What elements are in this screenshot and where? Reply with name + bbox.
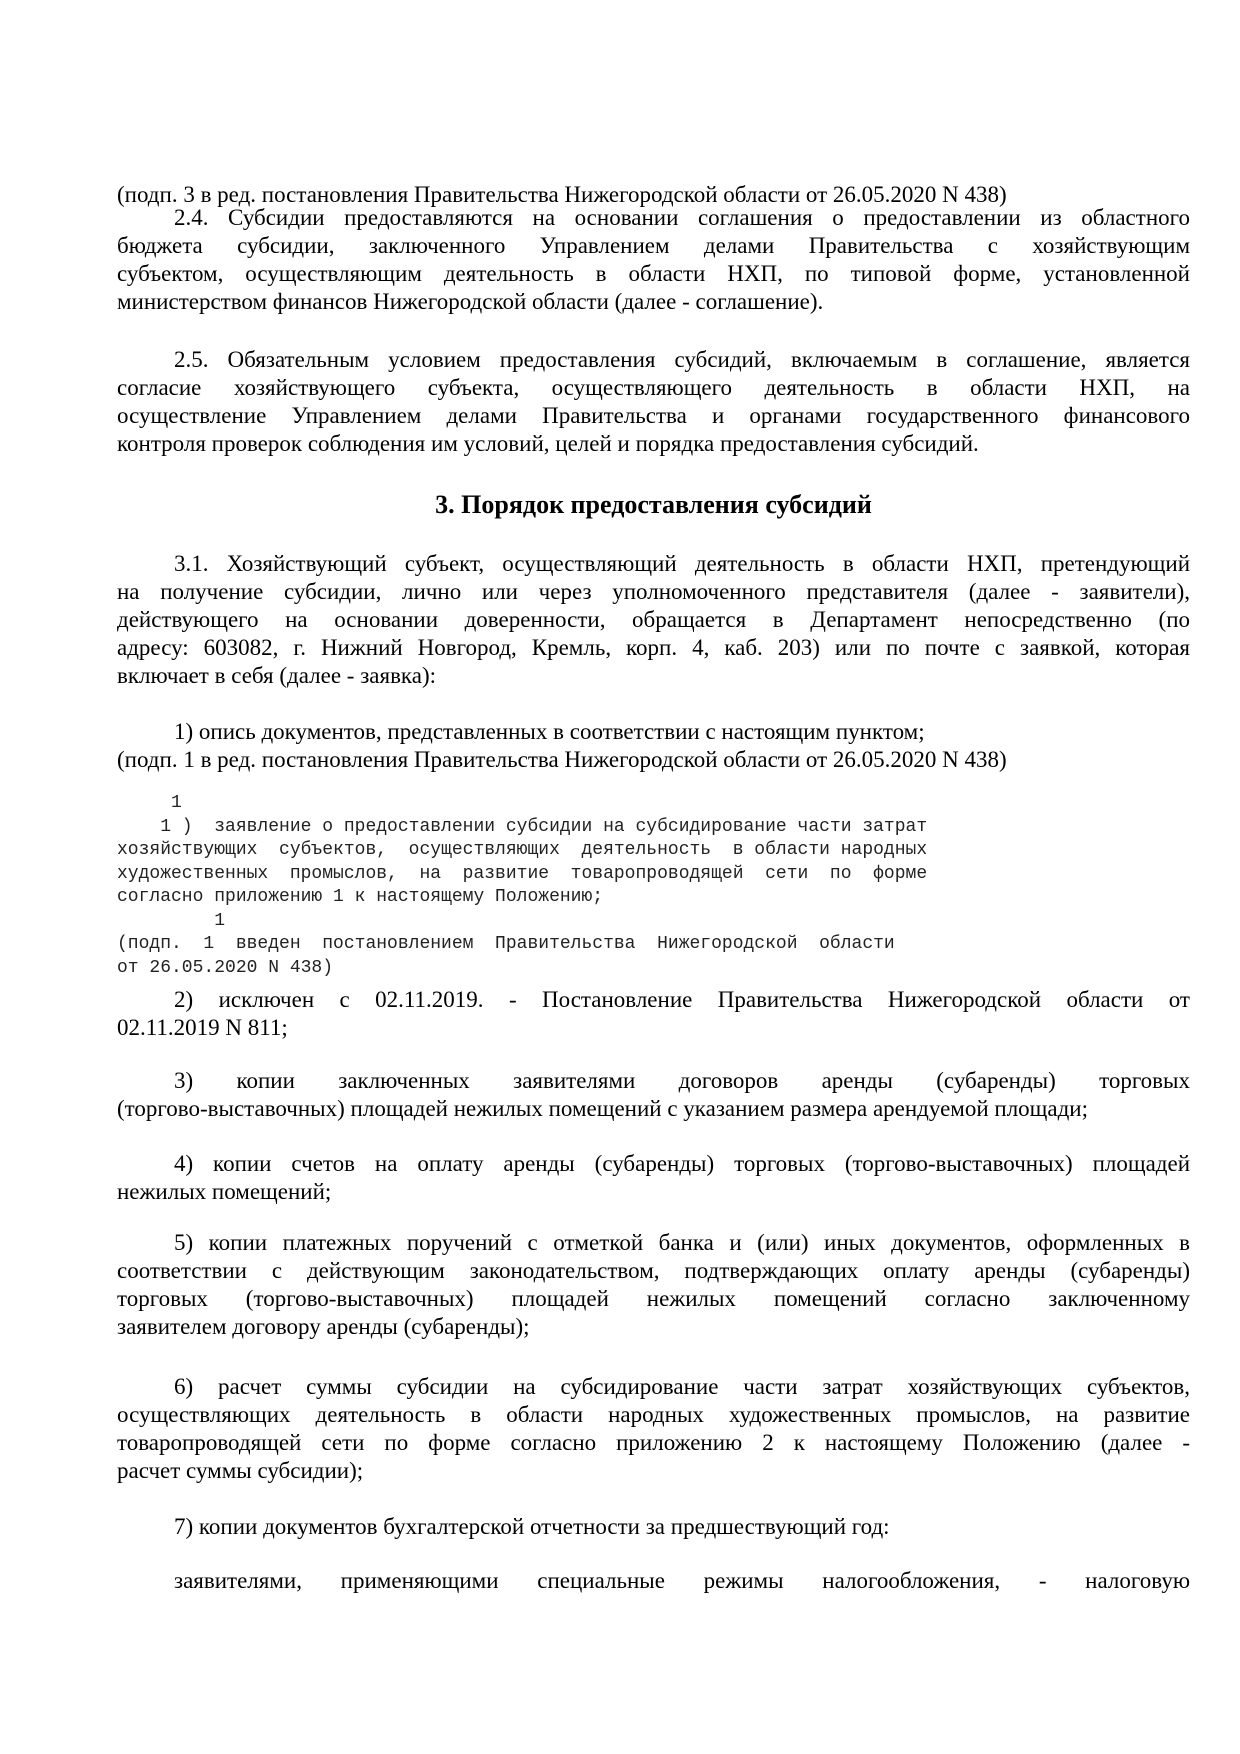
text-line: министерством финансов Нижегородской области (далее - соглашение). — [117, 289, 824, 314]
text-line: включает в себя (далее - заявка): — [117, 663, 437, 688]
item-3 — [117, 1067, 1190, 1123]
paragraph-2-5 — [117, 346, 1190, 458]
item-1-1-block — [117, 792, 1055, 980]
text-line: от 26.05.2020 N 438) — [117, 957, 334, 978]
text-line: 5) копии платежных поручений с отметкой банка и (или) иных документов, оформленных в — [174, 1230, 1190, 1255]
text-line: (подп. 3 в ред. постановления Правительства Нижегородской области от 26.05.2020 N 438) — [117, 182, 1007, 207]
text-line: адресу: 603082, г. Нижний Новгород, Кремль, корп. 4, каб. 203) или по почте с заявкой, которая — [117, 635, 1190, 660]
superscript: 1 — [117, 793, 182, 813]
section-heading: 3. Порядок предоставления субсидий — [435, 490, 872, 519]
text-line: торговых (торгово-выставочных) площадей нежилых помещений согласно заключенному — [117, 1286, 1190, 1311]
text-line: согласие хозяйствующего субъекта, осуществляющего деятельность в области НХП, на — [117, 375, 1190, 400]
superscript: 1 — [117, 910, 226, 931]
text-line: заявителями, применяющими специальные режимы налогообложения, - налоговую — [174, 1568, 1190, 1593]
text-line: действующего на основании доверенности, обращается в Департамент непосредственно (по — [117, 607, 1190, 632]
text-line: соответствии с действующим законодательством, подтверждающих оплату аренды (субаренды) — [117, 1258, 1190, 1283]
paragraph-2-4 — [117, 204, 1190, 316]
text-line: 2.5. Обязательным условием предоставления субсидий, включаемым в соглашение, является — [174, 347, 1190, 372]
amendment-note: (подп. 1 в ред. постановления Правительства Нижегородской области от 26.05.2020 N 438) — [117, 747, 1007, 772]
text-line: нежилых помещений; — [117, 1179, 332, 1204]
item-4 — [117, 1150, 1190, 1206]
text-line: 6) расчет суммы субсидии на субсидирование части затрат хозяйствующих субъектов, — [174, 1374, 1190, 1399]
item-7-subclause — [117, 1567, 1190, 1595]
text-line: хозяйствующих субъектов, осуществляющих деятельность в области народных — [117, 840, 928, 860]
text-line: 3.1. Хозяйствующий субъект, осуществляющий деятельность в области НХП, претендующий — [174, 551, 1190, 576]
text-line: (подп. 1 введен постановлением Правительства Нижегородской области — [117, 934, 895, 954]
item-6 — [117, 1373, 1190, 1485]
text-line: осуществляющих деятельность в области народных художественных промыслов, на развитие — [117, 1402, 1190, 1427]
item-7 — [117, 1513, 1190, 1541]
text-line: 02.11.2019 N 811; — [117, 1015, 288, 1040]
text-line: субъектом, осуществляющим деятельность в области НХП, по типовой форме, установленной — [117, 261, 1190, 286]
text-line: осуществление Управлением делами Правительства и органами государственного финансового — [117, 403, 1190, 428]
text-line: контроля проверок соблюдения им условий, целей и порядка предоставления субсидий. — [117, 431, 979, 456]
text-line: (торгово-выставочных) площадей нежилых помещений с указанием размера арендуемой площади; — [117, 1096, 1088, 1121]
text-line: 1 ) заявление о предоставлении субсидии на субсидирование части затрат — [117, 816, 928, 837]
text-line: 2) исключен с 02.11.2019. - Постановление Правительства Нижегородской области от — [174, 987, 1190, 1012]
item-5 — [117, 1229, 1190, 1341]
text-line: согласно приложению 1 к настоящему Положению; — [117, 887, 604, 907]
text-line: 2.4. Субсидии предоставляются на основании соглашения о предоставлении из областного — [174, 205, 1190, 230]
text-line: художественных промыслов, на развитие товаропроводящей сети по форме — [117, 863, 928, 884]
text-line: заявителем договору аренды (субаренды); — [117, 1314, 530, 1339]
text-line: 7) копии документов бухгалтерской отчетности за предшествующий год: — [174, 1514, 890, 1539]
item-1 — [117, 718, 1190, 774]
text-line: 1) опись документов, представленных в соответствии с настоящим пунктом; — [174, 719, 925, 744]
text-line: 4) копии счетов на оплату аренды (субаренды) торговых (торгово-выставочных) площадей — [174, 1151, 1190, 1176]
paragraph-3-1 — [117, 550, 1190, 690]
text-line: на получение субсидии, лично или через уполномоченного представителя (далее - заявители), — [117, 579, 1190, 604]
text-line: расчет суммы субсидии); — [117, 1458, 364, 1483]
item-2 — [117, 986, 1190, 1042]
text-line: 3) копии заключенных заявителями договоров аренды (субаренды) торговых — [174, 1068, 1190, 1093]
text-line: товаропроводящей сети по форме согласно приложению 2 к настоящему Положению (далее - — [117, 1430, 1190, 1455]
text-line: бюджета субсидии, заключенного Управлением делами Правительства с хозяйствующим — [117, 233, 1190, 258]
